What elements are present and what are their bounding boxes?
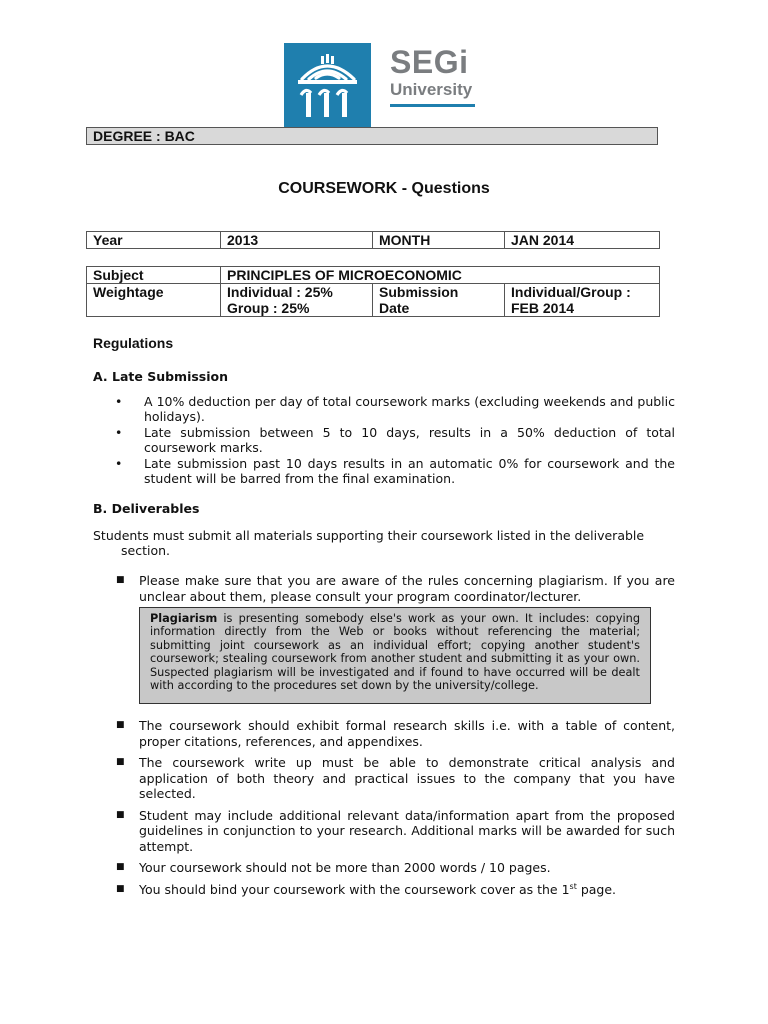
square-bullet-icon: ■ xyxy=(116,757,125,767)
intro-line2: section. xyxy=(121,543,170,558)
deliverables-list xyxy=(115,718,675,903)
subject-table xyxy=(86,266,660,317)
dome-building-icon xyxy=(284,43,371,127)
weightage-individual: Individual : 25% xyxy=(227,284,333,300)
square-bullet-icon: ■ xyxy=(116,883,125,894)
list-item: ■ The coursework write up must be able to demonstrate critical analysis and application of both theory and practical issues to the company that you have selected. xyxy=(116,755,675,801)
table-row xyxy=(87,232,660,249)
regulations-heading: Regulations xyxy=(93,335,174,351)
intro-line1: Students must submit all materials supporting their coursework listed in the deliverable xyxy=(93,528,645,543)
subject-value: PRINCIPLES OF MICROECONOMIC xyxy=(221,267,660,284)
section-a-heading: A. Late Submission xyxy=(93,369,229,384)
submission-value xyxy=(505,284,660,317)
list-item: • Late submission past 10 days results in an automatic 0% for coursework and the student will be barred from the final examination. xyxy=(115,456,675,486)
list-item: ■ Please make sure that you are aware of the rules concerning plagiarism. If you are unclear about them, please consult your program coordinator/lecturer. xyxy=(116,573,675,604)
weightage-group: Group : 25% xyxy=(227,300,310,316)
list-item: ■ You should bind your coursework with the coursework cover as the 1st page. xyxy=(116,881,617,897)
list-item: ■ Your coursework should not be more than 2000 words / 10 pages. xyxy=(116,860,551,875)
plagiarism-note-list xyxy=(115,573,675,604)
submission-value-line2: FEB 2014 xyxy=(511,300,575,316)
table-row xyxy=(87,267,660,284)
month-label: MONTH xyxy=(373,232,505,249)
plagiarism-box xyxy=(139,607,651,704)
list-item: • Late submission between 5 to 10 days, results in a 50% deduction of total coursework marks. xyxy=(115,425,675,455)
late-submission-list xyxy=(115,394,675,487)
ordinal-suffix: st xyxy=(569,881,577,891)
month-value: JAN 2014 xyxy=(505,232,660,249)
square-bullet-icon: ■ xyxy=(116,809,125,820)
square-bullet-icon: ■ xyxy=(116,862,125,872)
page-title: COURSEWORK - Questions xyxy=(278,180,490,197)
year-value: 2013 xyxy=(221,232,373,249)
logo-subtitle: University xyxy=(390,80,473,99)
bullet-icon: • xyxy=(115,456,123,471)
logo-name: SEGi xyxy=(390,44,469,80)
logo-underline xyxy=(390,104,475,107)
table-row xyxy=(87,284,660,317)
bullet-icon: • xyxy=(115,394,123,409)
year-label: Year xyxy=(87,232,221,249)
segi-logo xyxy=(284,43,371,127)
section-b-heading: B. Deliverables xyxy=(93,501,200,516)
submission-label xyxy=(373,284,505,317)
year-month-table xyxy=(86,231,660,249)
list-item: ■ Student may include additional relevant data/information apart from the proposed guidelines in conjunction to your research. Additional marks will be awarded for such attempt. xyxy=(116,807,675,854)
square-bullet-icon: ■ xyxy=(116,720,125,730)
degree-bar: DEGREE : BAC xyxy=(86,127,658,145)
subject-label: Subject xyxy=(87,267,221,284)
weightage-label: Weightage xyxy=(87,284,221,317)
logo-wordmark xyxy=(390,44,475,107)
plagiarism-term: Plagiarism xyxy=(150,612,218,625)
square-bullet-icon: ■ xyxy=(116,575,125,585)
bullet-icon: • xyxy=(115,425,123,440)
deliverables-intro xyxy=(93,528,675,558)
submission-label-line2: Date xyxy=(379,300,410,316)
weightage-value xyxy=(221,284,373,317)
list-item: ■ The coursework should exhibit formal research skills i.e. with a table of content, proper citations, references, and appendixes. xyxy=(116,718,675,749)
submission-value-line1: Individual/Group : xyxy=(511,284,631,300)
plagiarism-definition: is presenting somebody else's work as your own. It includes: copying information directly from the Web or books without referencing the material; submitting joint coursework as an individual effort; copying another student's coursework; stealing coursework from another student and submitting it as your own. Suspected plagiarism will be investigated and if found to have occurred will be dealt with according to the procedures set down by the university/college. xyxy=(150,612,640,693)
list-item: • A 10% deduction per day of total coursework marks (excluding weekends and public holidays). xyxy=(115,394,675,424)
submission-label-line1: Submission xyxy=(379,284,459,300)
